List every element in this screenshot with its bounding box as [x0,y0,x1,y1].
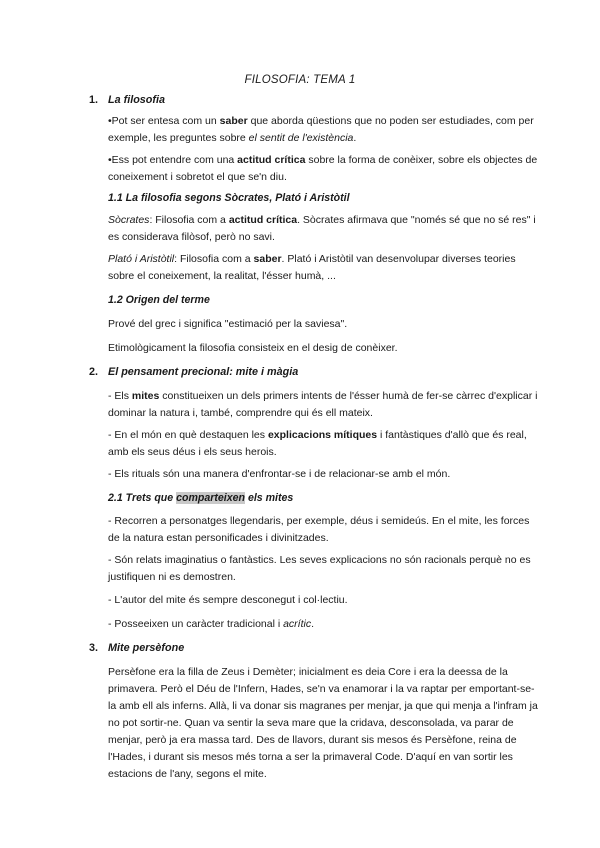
text: : Filosofia com a [149,214,229,226]
text: els mites [245,492,294,504]
paragraph-mites [108,388,538,422]
paragraph-socrates [108,212,538,246]
section-number: 3. [89,642,99,654]
text: . [311,618,315,630]
paragraph-relats: - Són relats imaginatius o fantàstics. Les seves explicacions no són racionals perquè no es justifiquen ni es demostren. [108,554,531,583]
section-title: Mite persèfone [108,642,185,654]
highlighted-word: comparteixen [176,492,245,504]
text: - En el món en què destaquen les [108,429,268,441]
italic-term: Sòcrates [108,214,150,226]
text: que aborda qüestions que no poden ser estudiades, com per exemple, les preguntes sobre [108,115,534,144]
paragraph-plato [108,251,538,285]
paragraph-explicacions [108,427,538,461]
section-number: 1. [89,94,99,106]
paragraph-actitud [108,152,538,186]
bold-term: mites [131,390,160,402]
bold-term: saber [253,253,282,265]
text: •Pot ser entesa com un [108,115,220,127]
text: . [353,132,357,144]
section-title: El pensament precional: mite i màgia [108,366,299,378]
bold-term: explicacions mítiques [267,429,378,441]
text: •Ess pot entendre com una [108,154,238,166]
text: - Posseeixen un caràcter tradicional i [108,618,284,630]
italic-term: Plató i Aristòtil [108,253,175,265]
text: 2.1 Trets que [108,492,177,504]
text: . Sòcrates afirmava que "només sé que no sé res" i es considerava filòsof, però no savi. [108,214,536,243]
section-number: 2. [89,366,99,378]
bold-term: actitud crítica [237,154,306,166]
bold-term: actitud crítica [228,214,298,226]
text: - Els [108,390,132,402]
paragraph-tradicional [108,616,538,633]
section-title: La filosofia [108,94,165,106]
paragraph-personatges: - Recorren a personatges llegendaris, per exemple, déus i semideús. En el mite, les forces de la natura estan personificades i divinitzades. [108,515,530,544]
section-3-heading [89,640,184,656]
text: sobre la forma de conèixer, sobre els objectes de coneixement i sobretot el que se'n diu. [108,154,538,183]
paragraph-persefone-myth: Persèfone era la filla de Zeus i Demèter; inicialment es deia Core i era la deessa de la primavera. Però el Déu de l'Infern, Hades, se'n va enamorar i la va raptar per emportant-se-la amb ell als inferns. Allà, li va donar sis magranes per menjar, ja que qui menja a l'infram ja no pot sortir-ne. Quan va sentir la seva mare que la cridava, desconsolada, va parar de menjar, però ja era massa tard. Des de llavors, durant sis mesos és Persèfone, reina de l'Hades, i durant sis mesos més torna a ser la primaveral Code. D'aquí en van sortir les estacions de l'any, segons el mite. [108,666,538,780]
bold-term: saber [219,115,248,127]
subsection-2-1-heading [108,490,293,506]
section-2-heading [89,364,298,380]
text: . Plató i Aristòtil van desenvolupar diverses teories sobre el coneixement, la realitat, l'ésser humà, ... [108,253,516,282]
paragraph-rituals: - Els rituals són una manera d'enfrontar-se i de relacionar-se amb el món. [108,468,451,480]
paragraph-etimologia: Etimològicament la filosofia consisteix en el desig de conèixer. [108,342,398,354]
italic-term: acrític [283,618,312,630]
subsection-1-2-heading: 1.2 Origen del terme [108,294,210,306]
paragraph-autor: - L'autor del mite és sempre desconegut i col·lectiu. [108,594,348,606]
section-1-heading [89,92,165,108]
paragraph-saber [108,113,538,147]
paragraph-grec: Prové del grec i significa "estimació per la saviesa". [108,318,348,330]
text: constitueixen un dels primers intents de l'ésser humà de fer-se càrrec d'explicar i dominar la natura i, també, comprendre qui és ell mateix. [108,390,538,419]
text: i fantàstiques d'allò que és real, amb els seus déus i els seus herois. [108,429,527,458]
subsection-1-1-heading: 1.1 La filosofia segons Sòcrates, Plató i Aristòtil [108,192,350,204]
italic-term: el sentit de l'existència [248,132,354,144]
document-title: FILOSOFIA: TEMA 1 [244,74,356,86]
text: : Filosofia com a [174,253,254,265]
